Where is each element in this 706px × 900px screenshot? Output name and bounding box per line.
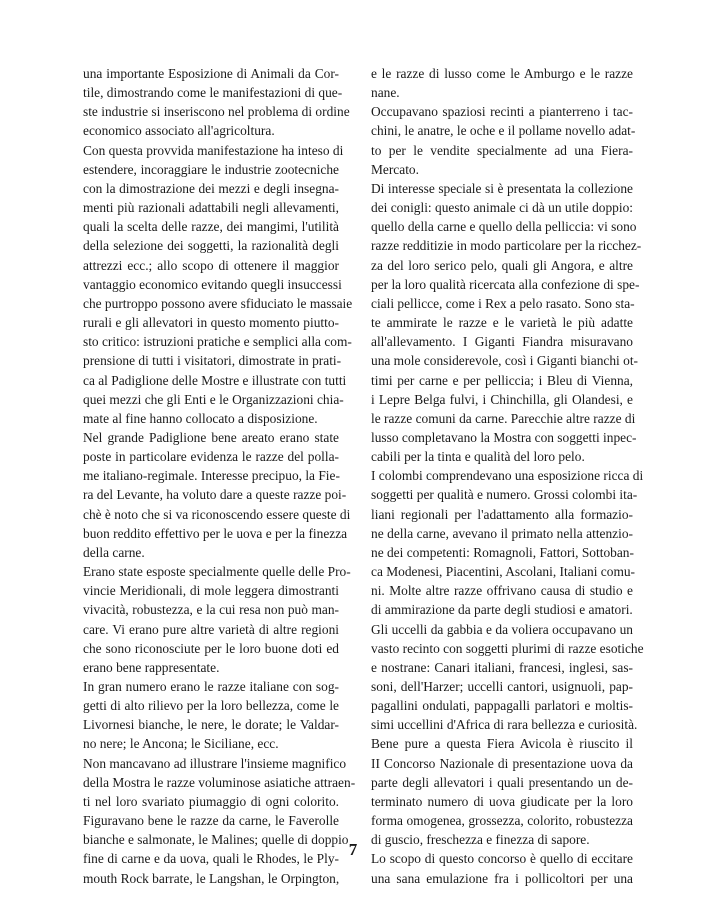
text-line: chini, le anatre, le oche e il pollame novello adat- [371, 123, 636, 139]
text-line: Bene pure a questa Fiera Avicola è riuscito il [371, 736, 633, 752]
text-line: ca Modenesi, Piacentini, Ascolani, Italiani comu- [371, 564, 636, 580]
text-line: tile, dimostrando come le manifestazioni di que- [83, 85, 343, 101]
paragraph [371, 849, 633, 887]
text-line: all'allevamento. I Giganti Fiandra misuravano [371, 334, 633, 350]
text-line: getti di alto rilievo per la loro bellezza, come le [83, 698, 339, 714]
text-line: chè è noto che si va riconoscendo essere queste di [83, 506, 351, 522]
paragraph [371, 179, 642, 466]
text-line: Di interesse speciale si è presentata la collezione [371, 180, 633, 196]
text-line: to per le vendite specialmente ad una Fiera- [371, 142, 633, 158]
paragraph [83, 428, 351, 562]
text-line: In gran numero erano le razze italiane con sog- [83, 679, 339, 694]
paragraph [83, 141, 353, 428]
text-line: Figuravano bene le razze da carne, le Faverolle [83, 813, 339, 829]
text-line: me italiano-regimale. Interesse precipuo, la Fie- [83, 468, 340, 484]
text-line: ca al Padiglione delle Mostre e illustrate con tutti [83, 372, 347, 388]
text-line: e nostrane: Canari italiani, francesi, inglesi, sas- [371, 659, 633, 675]
text-line: ne della carne, avevano il primato nella attenzio- [371, 525, 633, 541]
text-line: prensione di tutti i visitatori, dimostrate in prati- [83, 353, 342, 369]
text-line: fine di carne e da uova, quali le Rhodes, le Ply- [83, 851, 339, 867]
text-line: ste industrie si inseriscono nel problema di ordine [83, 104, 350, 120]
text-line: soni, dell'Harzer; uccelli cantori, usignuoli, pap- [371, 679, 633, 694]
text-line: buon reddito effettivo per le uova e per la finezza [83, 525, 348, 541]
text-line: Erano state esposte specialmente quelle delle Pro- [83, 564, 351, 580]
text-line: i Lepre Belga fulvi, i Chinchilla, gli Olandesi, e [371, 391, 633, 407]
text-line: za del loro serico pelo, quali gli Angora, e altre [371, 257, 633, 273]
text-line: Mercato. [371, 161, 419, 177]
text-line: simi uccellini d'Africa di rara bellezza e curiosità. [371, 717, 638, 733]
paragraph [83, 677, 339, 754]
text-line: ti nel loro svariato piumaggio di ogni colorito. [83, 793, 339, 809]
text-line: con la dimostrazione dei mezzi e degli insegna- [83, 180, 339, 196]
text-line: che sono riconosciute per le loro buone doti ed [83, 640, 339, 656]
text-line: vincie Meridionali, di mole leggera dimostranti [83, 583, 339, 599]
paragraph [371, 466, 644, 619]
text-line: razze redditizie in modo particolare per la ricchez- [371, 238, 642, 254]
text-line: per la loro qualità ricercata alla confezione di spe- [371, 276, 640, 292]
text-line: una sana emulazione fra i pollicoltori per una [371, 870, 633, 886]
text-line: poste in particolare evidenza le razze del polla- [83, 449, 339, 465]
text-line: liani regionali per l'adattamento alla formazio- [371, 506, 633, 522]
text-line: della Mostra le razze voluminose asiatiche attraen- [83, 774, 356, 790]
paragraph [83, 562, 351, 677]
text-line: quei mezzi che gli Enti e le Organizzazioni chia- [83, 391, 344, 407]
right-text-column [371, 64, 644, 888]
text-line: ni. Molte altre razze offrivano causa di studio e [371, 583, 633, 599]
text-line: Con questa provvida manifestazione ha inteso di [83, 142, 344, 158]
text-line: nane. [371, 85, 400, 101]
text-line: bianche e salmonate, le Malines; quelle di doppio [83, 832, 349, 848]
text-line: una importante Esposizione di Animali da Cor- [83, 66, 339, 81]
paragraph [371, 102, 636, 179]
text-line: quello della carne e quello della pelliccia: vi sono [371, 219, 637, 235]
text-line: lusso completavano la Mostra con soggetti inpec- [371, 429, 637, 445]
paragraph [371, 734, 633, 849]
text-line: quali la scelta delle razze, dei mangimi, l'utilità [83, 219, 339, 235]
text-line: care. Vi erano pure altre varietà di altre regioni [83, 621, 339, 637]
text-line: erano bene rappresentate. [83, 659, 220, 675]
text-line: di ammirazione da parte degli studiosi e amatori. [371, 602, 633, 618]
text-line: Lo scopo di questo concorso è quello di eccitare [371, 851, 633, 867]
text-line: terminato numero di uova giudicate per la loro [371, 793, 633, 809]
text-line: e le razze di lusso come le Amburgo e le razze [371, 66, 633, 81]
paragraph [83, 754, 356, 888]
text-line: mouth Rock barrate, le Langshan, le Orpington, [83, 870, 340, 886]
text-line: rurali e gli allevatori in questo momento piutto- [83, 315, 339, 331]
text-line: menti più razionali adattabili negli allevamenti, [83, 200, 339, 216]
text-line: ra del Levante, ha voluto dare a queste razze poi- [83, 487, 347, 503]
text-line: della selezione dei soggetti, la razionalità degli [83, 238, 339, 254]
text-line: forma omogenea, grossezza, colorito, robustezza [371, 813, 633, 829]
text-line: no nere; le Ancona; le Siciliane, ecc. [83, 736, 279, 752]
text-line: sto critico: istruzioni pratiche e semplici alla com- [83, 334, 352, 350]
paragraph [371, 64, 633, 102]
paragraph [371, 620, 644, 735]
text-line: II Concorso Nazionale di presentazione uova da [371, 755, 633, 771]
text-line: della carne. [83, 544, 145, 560]
text-line: mate al fine hanno collocato a disposizione. [83, 410, 318, 426]
text-line: vivacità, robustezza, e la cui resa non può man- [83, 602, 339, 618]
text-line: ne dei competenti: Romagnoli, Fattori, Sottoban- [371, 544, 634, 560]
text-line: estendere, incoraggiare le industrie zootecniche [83, 161, 339, 177]
text-line: parte degli allevatori i quali presentando un de- [371, 774, 633, 790]
text-line: Nel grande Padiglione bene areato erano state [83, 429, 339, 445]
text-line: Occupavano spaziosi recinti a pianterreno i tac- [371, 104, 633, 120]
text-line: Non mancavano ad illustrare l'insieme magnifico [83, 755, 347, 771]
text-line: soggetti per qualità e numero. Grossi colombi ita- [371, 487, 638, 503]
text-line: pagallini ondulati, pappagalli parlatori e moltis- [371, 698, 633, 714]
page-number: 7 [348, 840, 358, 859]
text-line: che purtroppo possono avere sfiduciato le massaie [83, 295, 353, 311]
text-line: vantaggio economico evitando quegli insuccessi [83, 276, 342, 292]
text-line: le razze comuni da carne. Parecchie altre razze di [371, 410, 636, 426]
text-line: ciali pellicce, come i Rex a pelo rasato. Sono sta- [371, 295, 635, 311]
text-line: dei conigli: questo animale ci dà un utile doppio: [371, 200, 633, 216]
text-line: I colombi comprendevano una esposizione ricca di [371, 468, 644, 484]
text-line: economico associato all'agricoltura. [83, 123, 275, 139]
text-line: Livornesi bianche, le nere, le dorate; le Valdar- [83, 717, 339, 733]
text-line: attrezzi ecc.; allo scopo di ottenere il maggior [83, 257, 339, 273]
left-text-column [83, 64, 356, 888]
text-line: vasto recinto con soggetti plurimi di razze esotiche [371, 640, 644, 656]
text-line: una mole considerevole, così i Giganti bianchi ot- [371, 353, 638, 369]
text-line: timi per carne e per pelliccia; i Bleu di Vienna, [371, 372, 633, 388]
text-line: Gli uccelli da gabbia e da voliera occupavano un [371, 621, 633, 637]
paragraph [83, 64, 350, 141]
text-line: cabili per la tinta e qualità del loro pelo. [371, 449, 585, 465]
text-line: di guscio, freschezza e finezza di sapore. [371, 832, 590, 848]
text-line: te ammirate le razze e le varietà le più adatte [371, 315, 633, 331]
